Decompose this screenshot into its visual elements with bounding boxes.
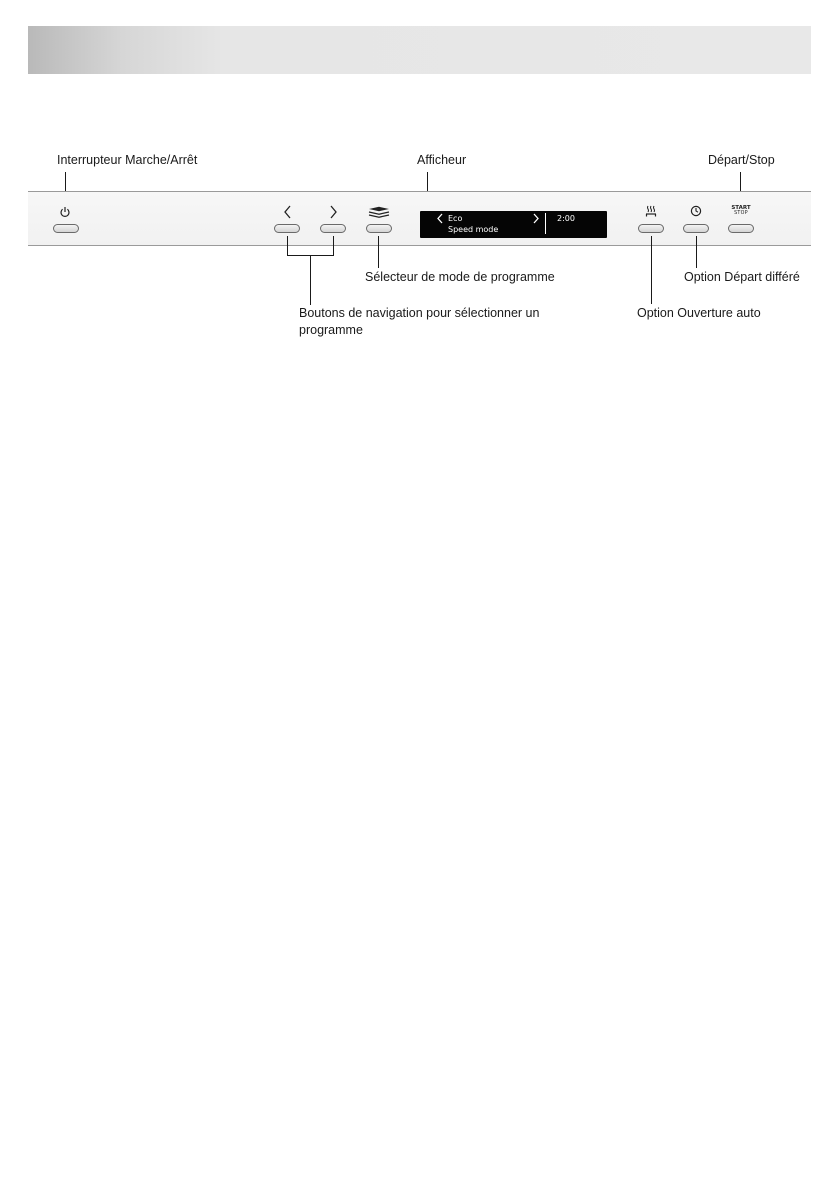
chevron-left-icon	[283, 205, 293, 219]
header-band	[28, 26, 811, 74]
start-text: START	[731, 205, 751, 211]
nav-right-button[interactable]	[320, 224, 346, 233]
leader-line-mode	[378, 236, 379, 268]
clock-icon	[690, 205, 702, 217]
display-divider	[545, 213, 546, 234]
leader-line-auto-open	[651, 236, 652, 304]
display-time: 2:00	[557, 214, 575, 223]
stop-text: STOP	[734, 211, 748, 216]
nav-left-button[interactable]	[274, 224, 300, 233]
label-mode-selector: Sélecteur de mode de programme	[365, 270, 555, 284]
auto-open-icon	[645, 205, 657, 217]
leader-line-nav-right	[333, 236, 334, 255]
leader-line-nav-left	[287, 236, 288, 255]
start-stop-button[interactable]	[728, 224, 754, 233]
chevron-right-icon	[328, 205, 338, 219]
label-delay-start: Option Départ différé	[684, 270, 800, 284]
display-chevron-right-icon	[532, 213, 540, 224]
power-icon	[59, 206, 71, 218]
display-mode: Speed mode	[448, 225, 499, 234]
program-mode-icon	[368, 206, 390, 218]
label-auto-open: Option Ouverture auto	[637, 306, 761, 320]
control-panel	[28, 191, 811, 246]
label-start-stop: Départ/Stop	[708, 153, 775, 167]
power-button[interactable]	[53, 224, 79, 233]
leader-line-nav-stem	[310, 255, 311, 305]
label-power-switch: Interrupteur Marche/Arrêt	[57, 153, 198, 167]
mode-selector-button[interactable]	[366, 224, 392, 233]
display-program: Eco	[448, 214, 463, 223]
label-nav-buttons: Boutons de navigation pour sélectionner un programme	[299, 306, 540, 337]
leader-line-delay	[696, 236, 697, 268]
label-display: Afficheur	[417, 153, 467, 167]
start-stop-legend	[728, 205, 754, 217]
display-screen	[420, 211, 607, 238]
delay-start-button[interactable]	[683, 224, 709, 233]
display-chevron-left-icon	[436, 213, 444, 224]
auto-open-button[interactable]	[638, 224, 664, 233]
